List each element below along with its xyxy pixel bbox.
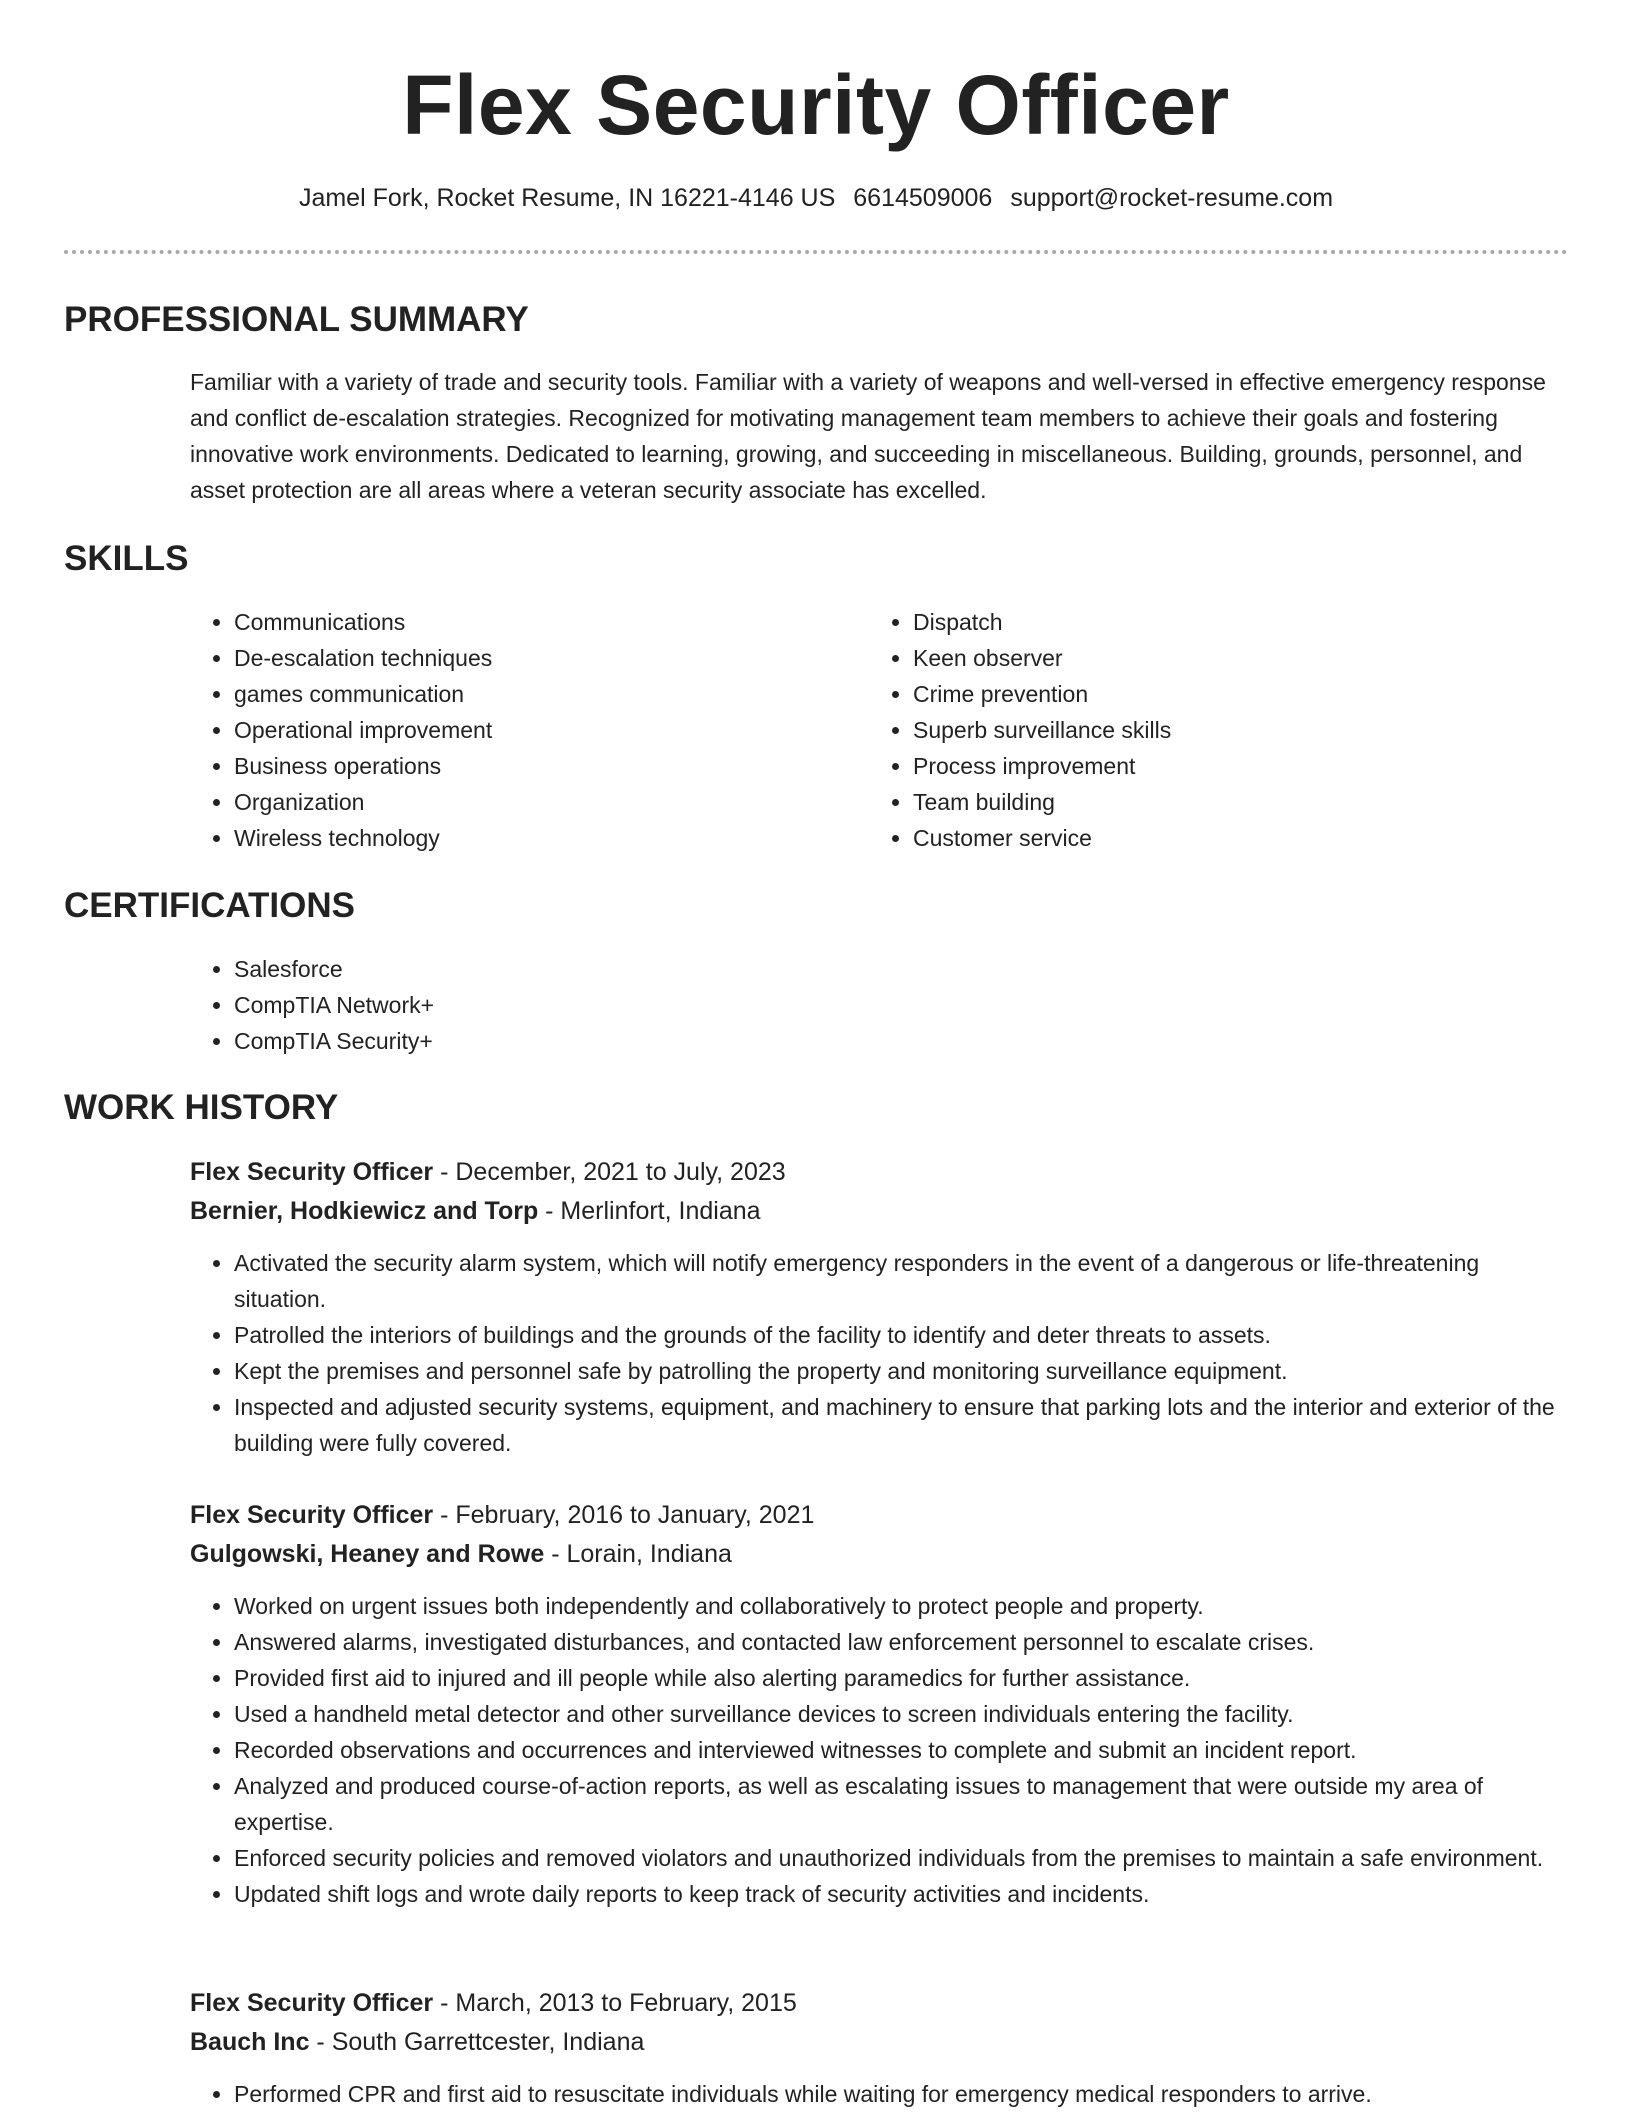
certification-item: • Salesforce — [234, 951, 990, 987]
skill-item: • Organization — [234, 784, 830, 820]
job-dates: - December, 2021 to July, 2023 — [433, 1158, 786, 1186]
skill-item: • Business operations — [234, 748, 830, 784]
header-divider — [64, 250, 1568, 254]
job-title-line — [190, 1153, 1570, 1192]
skill-item: • Customer service — [913, 820, 1509, 856]
job-bullet-item: • Kept the premises and personnel safe by patrolling the property and monitoring surveillance equipment. — [234, 1353, 1570, 1389]
contact-address: Jamel Fork, Rocket Resume, IN 16221-4146 US — [298, 184, 836, 212]
job-location: - Merlinfort, Indiana — [538, 1197, 761, 1225]
job-bullets — [190, 2076, 1570, 2112]
skills-column-right — [869, 604, 1509, 856]
job-bullet-item: • Activated the security alarm system, which will notify emergency responders in the event of a dangerous or life-threatening situation. — [234, 1245, 1570, 1317]
job-company: Bauch Inc — [190, 2028, 310, 2056]
job-title: Flex Security Officer — [190, 1989, 434, 2017]
summary-text: Familiar with a variety of trade and security tools. Familiar with a variety of weapons and well-versed in effective emergency response and conflict de-escalation strategies. Recognized for motivating management team members to achieve their goals and fostering innovative work environments. Dedicated to learning, growing, and succeeding in miscellaneous. Building, grounds, personnel, and asset protection are all areas where a veteran security associate has excelled. — [190, 369, 1546, 503]
job-title-line — [190, 1496, 1570, 1535]
skill-item: • Wireless technology — [234, 820, 830, 856]
resume-name-heading: Flex Security Officer — [402, 58, 1230, 152]
skills-heading: SKILLS — [64, 539, 189, 578]
skill-item: • Dispatch — [913, 604, 1509, 640]
job-company-line — [190, 2023, 1570, 2062]
job-bullet-item: • Performed CPR and first aid to resuscitate individuals while waiting for emergency medical responders to arrive. — [234, 2076, 1570, 2112]
skill-item: • Crime prevention — [913, 676, 1509, 712]
contact-phone: 6614509006 — [853, 184, 993, 212]
job-bullet-item: • Worked on urgent issues both independently and collaboratively to protect people and property. — [234, 1588, 1570, 1624]
job-bullets — [190, 1588, 1570, 1912]
summary-heading: PROFESSIONAL SUMMARY — [64, 300, 529, 339]
skill-item: • Keen observer — [913, 640, 1509, 676]
job-company: Bernier, Hodkiewicz and Torp — [190, 1197, 539, 1225]
job-entry-1 — [190, 1153, 1570, 1461]
job-entry-3 — [190, 1984, 1570, 2112]
job-bullet-item: • Recorded observations and occurrences and interviewed witnesses to complete and submit an incident report. — [234, 1732, 1570, 1768]
job-bullet-item: • Inspected and adjusted security systems, equipment, and machinery to ensure that parking lots and the interior and exterior of the building were fully covered. — [234, 1389, 1570, 1461]
skill-item: • De-escalation techniques — [234, 640, 830, 676]
skill-item: • Team building — [913, 784, 1509, 820]
job-location: - Lorain, Indiana — [544, 1540, 732, 1568]
skill-item: • Communications — [234, 604, 830, 640]
job-bullets — [190, 1245, 1570, 1461]
certifications-list — [190, 951, 990, 1059]
job-bullet-item: • Answered alarms, investigated disturbances, and contacted law enforcement personnel to escalate crises. — [234, 1624, 1570, 1660]
contact-line — [0, 181, 1632, 215]
job-title: Flex Security Officer — [190, 1501, 434, 1529]
certifications-block — [190, 951, 990, 1059]
job-location: - South Garrettcester, Indiana — [309, 2028, 645, 2056]
job-bullet-item: • Enforced security policies and removed violators and unauthorized individuals from the premises to maintain a safe environment. — [234, 1840, 1570, 1876]
job-company: Gulgowski, Heaney and Rowe — [190, 1540, 545, 1568]
job-dates: - February, 2016 to January, 2021 — [433, 1501, 815, 1529]
job-bullet-item: • Used a handheld metal detector and other surveillance devices to screen individuals entering the facility. — [234, 1696, 1570, 1732]
skill-item: • Operational improvement — [234, 712, 830, 748]
job-title: Flex Security Officer — [190, 1158, 434, 1186]
certification-item: • CompTIA Security+ — [234, 1023, 990, 1059]
certifications-heading: CERTIFICATIONS — [64, 886, 356, 925]
skill-item: • Process improvement — [913, 748, 1509, 784]
skill-item: • games communication — [234, 676, 830, 712]
certification-item: • CompTIA Network+ — [234, 987, 990, 1023]
skills-list-right — [869, 604, 1509, 856]
job-bullet-item: • Updated shift logs and wrote daily reports to keep track of security activities and incidents. — [234, 1876, 1570, 1912]
job-title-line — [190, 1984, 1570, 2023]
skill-item: • Superb surveillance skills — [913, 712, 1509, 748]
job-entry-2 — [190, 1496, 1570, 1912]
skills-list-left — [190, 604, 830, 856]
job-company-line — [190, 1192, 1570, 1231]
skills-column-left — [190, 604, 830, 856]
work-history-heading: WORK HISTORY — [64, 1088, 339, 1127]
contact-email: support@rocket-resume.com — [1010, 184, 1334, 212]
job-bullet-item: • Analyzed and produced course-of-action reports, as well as escalating issues to management that were outside my area of expertise. — [234, 1768, 1570, 1840]
job-dates: - March, 2013 to February, 2015 — [433, 1989, 797, 2017]
job-company-line — [190, 1535, 1570, 1574]
job-bullet-item: • Provided first aid to injured and ill people while also alerting paramedics for further assistance. — [234, 1660, 1570, 1696]
job-bullet-item: • Patrolled the interiors of buildings and the grounds of the facility to identify and deter threats to assets. — [234, 1317, 1570, 1353]
